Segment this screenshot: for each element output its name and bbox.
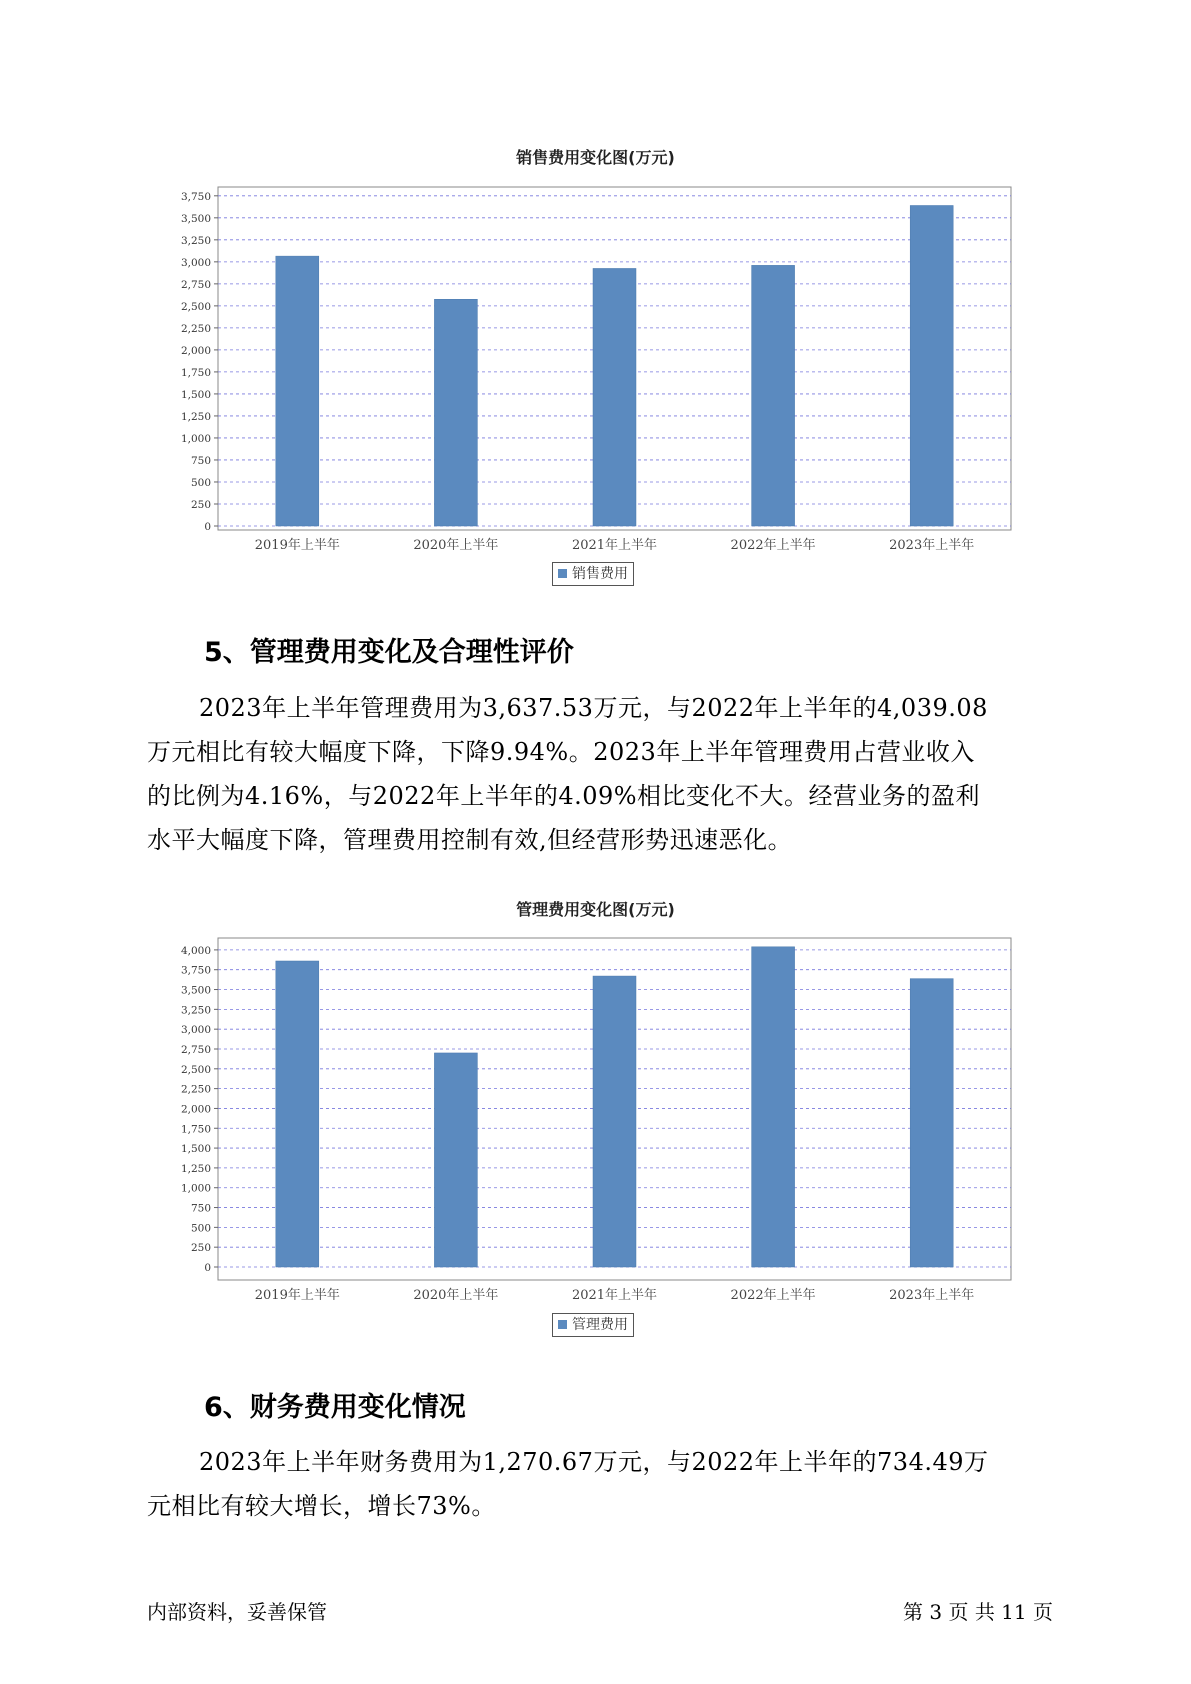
chart-legend-sales — [552, 562, 634, 586]
y-tick-label: 1,500 — [180, 1143, 211, 1156]
y-tick-label: 750 — [190, 1202, 211, 1215]
bar — [593, 268, 636, 526]
chart-title-sales: 销售费用变化图(万元) — [516, 148, 675, 167]
chart-legend-admin — [552, 1313, 634, 1337]
legend-label: 管理费用 — [572, 1317, 628, 1333]
section-heading: 6、财务费用变化情况 — [204, 1392, 466, 1423]
x-tick-label: 2023年上半年 — [889, 1288, 975, 1300]
chart-title-admin: 管理费用变化图(万元) — [516, 900, 675, 919]
y-tick-label: 2,250 — [180, 1083, 211, 1096]
footer-page-number: 第 3 页 共 11 页 — [903, 1600, 1053, 1624]
y-tick-label: 1,250 — [180, 410, 211, 423]
section6-paragraph — [147, 1440, 1047, 1528]
x-tick-label: 2022年上半年 — [730, 538, 816, 550]
y-tick-label: 2,000 — [180, 344, 211, 357]
legend-label: 销售费用 — [572, 566, 628, 582]
y-tick-label: 1,250 — [180, 1162, 211, 1175]
bar — [593, 976, 636, 1267]
y-tick-label: 2,000 — [180, 1103, 211, 1116]
y-tick-label: 1,750 — [180, 366, 211, 379]
y-tick-label: 500 — [190, 1222, 211, 1235]
paragraph-line: 万元相比有较大幅度下降，下降9.94%。2023年上半年管理费用占营业收入 — [147, 738, 975, 766]
legend-swatch — [558, 1320, 567, 1329]
y-tick-label: 750 — [190, 454, 211, 467]
admin-expense-chart — [0, 930, 1191, 1300]
legend-swatch — [558, 569, 567, 578]
y-tick-label: 2,750 — [180, 1043, 211, 1056]
bar — [434, 1053, 477, 1267]
section5-paragraph — [147, 686, 1047, 862]
paragraph-line: 2023年上半年财务费用为1,270.67万元，与2022年上半年的734.49万 — [199, 1448, 989, 1476]
y-tick-label: 250 — [190, 1242, 211, 1255]
y-tick-label: 0 — [204, 521, 211, 533]
y-tick-label: 3,000 — [180, 256, 211, 269]
y-tick-label: 3,750 — [180, 964, 211, 977]
y-tick-label: 3,500 — [180, 984, 211, 997]
bar — [276, 961, 319, 1267]
y-tick-label: 3,250 — [180, 1004, 211, 1017]
x-tick-label: 2019年上半年 — [254, 1288, 340, 1300]
y-tick-label: 3,000 — [180, 1024, 211, 1037]
bar — [752, 947, 795, 1267]
x-tick-label: 2021年上半年 — [571, 1288, 658, 1300]
y-tick-label: 2,250 — [180, 322, 211, 335]
bar — [910, 979, 953, 1267]
y-tick-label: 1,000 — [180, 1182, 211, 1195]
y-tick-label: 0 — [204, 1262, 211, 1274]
y-tick-label: 3,500 — [180, 212, 211, 225]
bar — [276, 256, 319, 526]
bar — [910, 205, 953, 526]
x-tick-label: 2020年上半年 — [413, 1288, 499, 1300]
y-tick-label: 3,250 — [180, 234, 211, 247]
y-tick-label: 500 — [190, 476, 211, 489]
x-tick-label: 2019年上半年 — [254, 538, 340, 550]
footer-left: 内部资料，妥善保管 — [147, 1600, 327, 1624]
x-tick-label: 2020年上半年 — [413, 538, 499, 550]
bar — [434, 299, 477, 526]
y-tick-label: 4,000 — [180, 944, 211, 957]
x-tick-label: 2021年上半年 — [571, 538, 658, 550]
y-tick-label: 3,750 — [180, 190, 211, 203]
paragraph-line: 元相比有较大增长，增长73%。 — [147, 1492, 496, 1520]
y-tick-label: 250 — [190, 498, 211, 511]
y-tick-label: 2,500 — [180, 300, 211, 313]
y-tick-label: 1,500 — [180, 388, 211, 401]
y-tick-label: 2,500 — [180, 1063, 211, 1076]
y-tick-label: 1,000 — [180, 432, 211, 445]
paragraph-line: 水平大幅度下降，管理费用控制有效,但经营形势迅速恶化。 — [147, 826, 793, 854]
section-heading: 5、管理费用变化及合理性评价 — [204, 637, 574, 668]
x-tick-label: 2023年上半年 — [889, 538, 975, 550]
paragraph-line: 的比例为4.16%，与2022年上半年的4.09%相比变化不大。经营业务的盈利 — [147, 782, 981, 810]
sales-expense-chart — [0, 170, 1191, 550]
paragraph-line: 2023年上半年管理费用为3,637.53万元，与2022年上半年的4,039.08 — [199, 694, 988, 722]
y-tick-label: 2,750 — [180, 278, 211, 291]
bar — [752, 265, 795, 526]
y-tick-label: 1,750 — [180, 1123, 211, 1136]
x-tick-label: 2022年上半年 — [730, 1288, 816, 1300]
